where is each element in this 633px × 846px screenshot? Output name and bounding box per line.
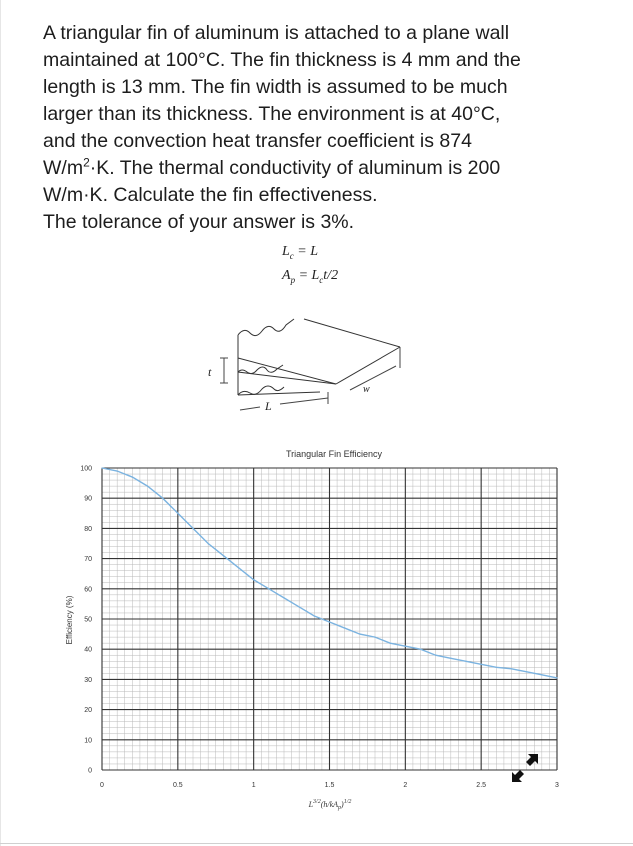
y-tick-label: 30 bbox=[84, 676, 92, 684]
y-tick-label: 80 bbox=[84, 525, 92, 533]
y-tick-label: 60 bbox=[84, 586, 92, 594]
data-point bbox=[238, 567, 239, 568]
y-tick-label: 50 bbox=[84, 616, 92, 624]
formula-subscript: c bbox=[319, 274, 324, 285]
data-point bbox=[147, 486, 148, 487]
x-tick-label: 3 bbox=[555, 782, 559, 789]
question-line bbox=[43, 155, 603, 182]
data-point bbox=[132, 476, 133, 477]
question-text bbox=[43, 20, 603, 236]
formula-lc bbox=[282, 242, 338, 266]
bottom-divider bbox=[0, 843, 633, 844]
unit-text: W/m bbox=[43, 157, 84, 179]
question-line: A triangular fin of aluminum is attached to a plane wall bbox=[43, 22, 510, 44]
wall-bottom-edge bbox=[238, 365, 283, 374]
triangular-fin-diagram bbox=[200, 300, 415, 418]
data-point bbox=[511, 668, 512, 669]
chart-ticks bbox=[80, 466, 559, 790]
data-point bbox=[177, 513, 178, 514]
label-w: w bbox=[363, 384, 370, 395]
data-point bbox=[374, 637, 375, 638]
data-point bbox=[117, 470, 118, 471]
label-L: L bbox=[265, 399, 272, 413]
y-tick-label: 0 bbox=[88, 767, 92, 775]
fin-back-edge bbox=[304, 319, 400, 347]
data-point bbox=[390, 643, 391, 644]
w-dimension-line bbox=[350, 366, 396, 390]
data-point bbox=[541, 674, 542, 675]
expand-icon[interactable] bbox=[510, 752, 542, 784]
formula-rhs: t/2 bbox=[323, 267, 339, 283]
unit-exponent: 2 bbox=[83, 155, 90, 170]
formula-subscript: c bbox=[289, 250, 294, 261]
data-point bbox=[253, 579, 254, 580]
question-line: larger than its thickness. The environment is at 40°C, bbox=[43, 103, 501, 125]
tolerance-note: The tolerance of your answer is 3%. bbox=[43, 211, 355, 233]
data-point bbox=[465, 661, 466, 662]
unit-text-rest: ·K. The thermal conductivity of aluminum is 200 bbox=[89, 157, 501, 179]
data-point bbox=[450, 658, 451, 659]
data-point bbox=[101, 467, 102, 468]
data-point bbox=[299, 606, 300, 607]
y-axis-label: Efficiency (%) bbox=[65, 595, 74, 645]
x-tick-label: 1.5 bbox=[324, 782, 335, 789]
x-tick-label: 0 bbox=[100, 782, 104, 789]
x-tick-label: 1 bbox=[251, 782, 256, 789]
L-dimension-line bbox=[240, 398, 328, 410]
question-line: W/m·K. Calculate the fin effectiveness. bbox=[43, 184, 378, 206]
data-point bbox=[329, 621, 330, 622]
x-tick-label: 2 bbox=[403, 782, 408, 789]
x-axis-label: $L^{3/2}(h/kA_p)^{1/2}$ bbox=[308, 799, 352, 811]
data-point bbox=[420, 649, 421, 650]
data-point bbox=[526, 671, 527, 672]
data-point bbox=[481, 664, 482, 665]
data-point bbox=[344, 627, 345, 628]
formula-mid: = L bbox=[295, 267, 320, 283]
fin-efficiency-chart bbox=[0, 440, 633, 830]
data-point bbox=[268, 588, 269, 589]
data-point bbox=[496, 667, 497, 668]
y-tick-label: 100 bbox=[80, 465, 92, 473]
data-point bbox=[359, 634, 360, 635]
y-tick-label: 40 bbox=[84, 646, 92, 654]
x-tick-label: 0.5 bbox=[172, 782, 183, 789]
fin-formulas bbox=[282, 242, 338, 290]
data-point bbox=[435, 655, 436, 656]
formula-ap bbox=[282, 266, 338, 290]
data-point bbox=[556, 677, 557, 678]
fin-upper-surface bbox=[238, 358, 336, 384]
question-line: maintained at 100°C. The fin thickness is 4 mm and the bbox=[43, 49, 521, 71]
fin-tip-edge bbox=[336, 347, 400, 384]
data-point bbox=[162, 498, 163, 499]
data-point bbox=[314, 615, 315, 616]
x-tick-label: 2.5 bbox=[476, 782, 487, 789]
question-line: length is 13 mm. The fin width is assumed to be much bbox=[43, 76, 508, 98]
data-point bbox=[192, 528, 193, 529]
data-point bbox=[223, 555, 224, 556]
formula-subscript: p bbox=[290, 274, 296, 285]
formula-rhs: = L bbox=[293, 244, 319, 259]
y-tick-label: 70 bbox=[84, 556, 92, 564]
formula-symbol: L bbox=[282, 244, 290, 259]
data-point bbox=[283, 597, 284, 598]
label-t: t bbox=[208, 365, 212, 379]
data-point bbox=[405, 646, 406, 647]
question-line: and the convection heat transfer coefficient is 874 bbox=[43, 130, 472, 152]
y-tick-label: 90 bbox=[84, 495, 92, 503]
y-tick-label: 20 bbox=[84, 707, 92, 715]
formula-symbol: A bbox=[282, 267, 291, 283]
chart-title: Triangular Fin Efficiency bbox=[285, 449, 383, 459]
chart-grid bbox=[102, 468, 557, 770]
y-tick-label: 10 bbox=[84, 737, 92, 745]
wall-top-edge bbox=[238, 319, 294, 336]
data-point bbox=[208, 543, 209, 544]
